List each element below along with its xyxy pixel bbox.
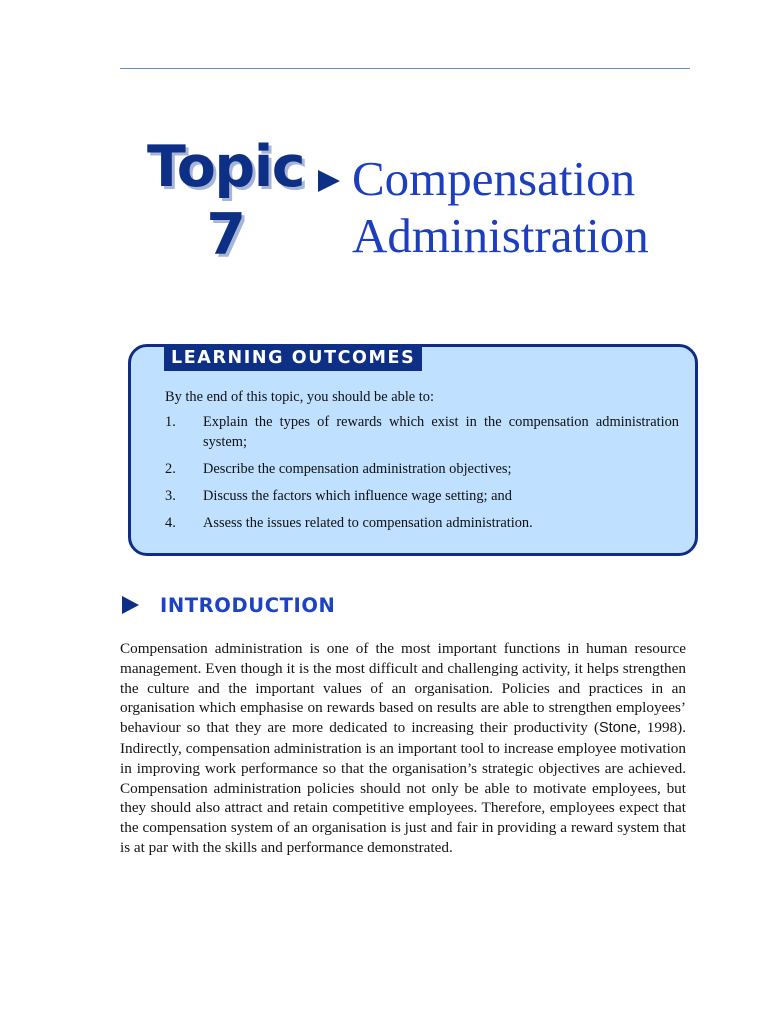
list-item-number: 1. — [165, 414, 176, 430]
list-item-number: 4. — [165, 514, 176, 531]
list-item-text: Describe the compensation administration objectives; — [203, 460, 512, 477]
list-item-text: Assess the issues related to compensation administration. — [203, 514, 533, 531]
learning-outcomes-intro: By the end of this topic, you should be able to: — [165, 389, 434, 405]
paragraph-text-part-1: Compensation administration is one of the most important functions in human resource management. Even though it is the most difficult and challenging activity, it helps strengthen the culture and the important values of an organisation. Policies and practices in an organisation which emphasise on rewards based on results are able to strengthen employees’ behaviour so that they are more dedicated to increasing their productivity ( — [120, 640, 686, 737]
list-item — [165, 514, 679, 534]
list-item — [165, 413, 679, 452]
citation-author: Stone — [599, 720, 637, 737]
introduction-heading: INTRODUCTION — [160, 594, 336, 617]
learning-outcomes-heading: LEARNING OUTCOMES — [164, 344, 422, 371]
list-item-text: Explain the types of rewards which exist in the compensation administration system; — [203, 414, 679, 450]
list-item-text: Discuss the factors which influence wage setting; and — [203, 487, 512, 504]
list-item — [165, 460, 679, 480]
header-rule — [120, 68, 690, 69]
topic-arrow-icon — [318, 170, 340, 192]
title-line-1: Compensation — [352, 151, 636, 206]
list-item-number: 2. — [165, 460, 176, 477]
section-arrow-icon — [122, 596, 139, 614]
topic-number: 7 — [206, 202, 245, 268]
learning-outcomes-list — [165, 413, 679, 541]
topic-word: Topic — [146, 134, 305, 200]
title-line-2: Administration — [352, 208, 649, 263]
introduction-paragraph — [120, 639, 686, 858]
topic-label — [138, 134, 313, 268]
page-title — [352, 150, 752, 264]
list-item-number: 3. — [165, 487, 176, 504]
list-item — [165, 487, 679, 507]
paragraph-text-part-2: , 1998). Indirectly, compensation administration is an important tool to increase employee motivation in improving work performance so that the organisation’s strategic objectives are achieved. Compensation administration policies should not only be able to motivate employees, but they should also attract and retain competitive employees. Therefore, employees expect that the compensation system of an organisation is just and fair in providing a reward system that is at par with the skills and performance demonstrated. — [120, 719, 687, 856]
